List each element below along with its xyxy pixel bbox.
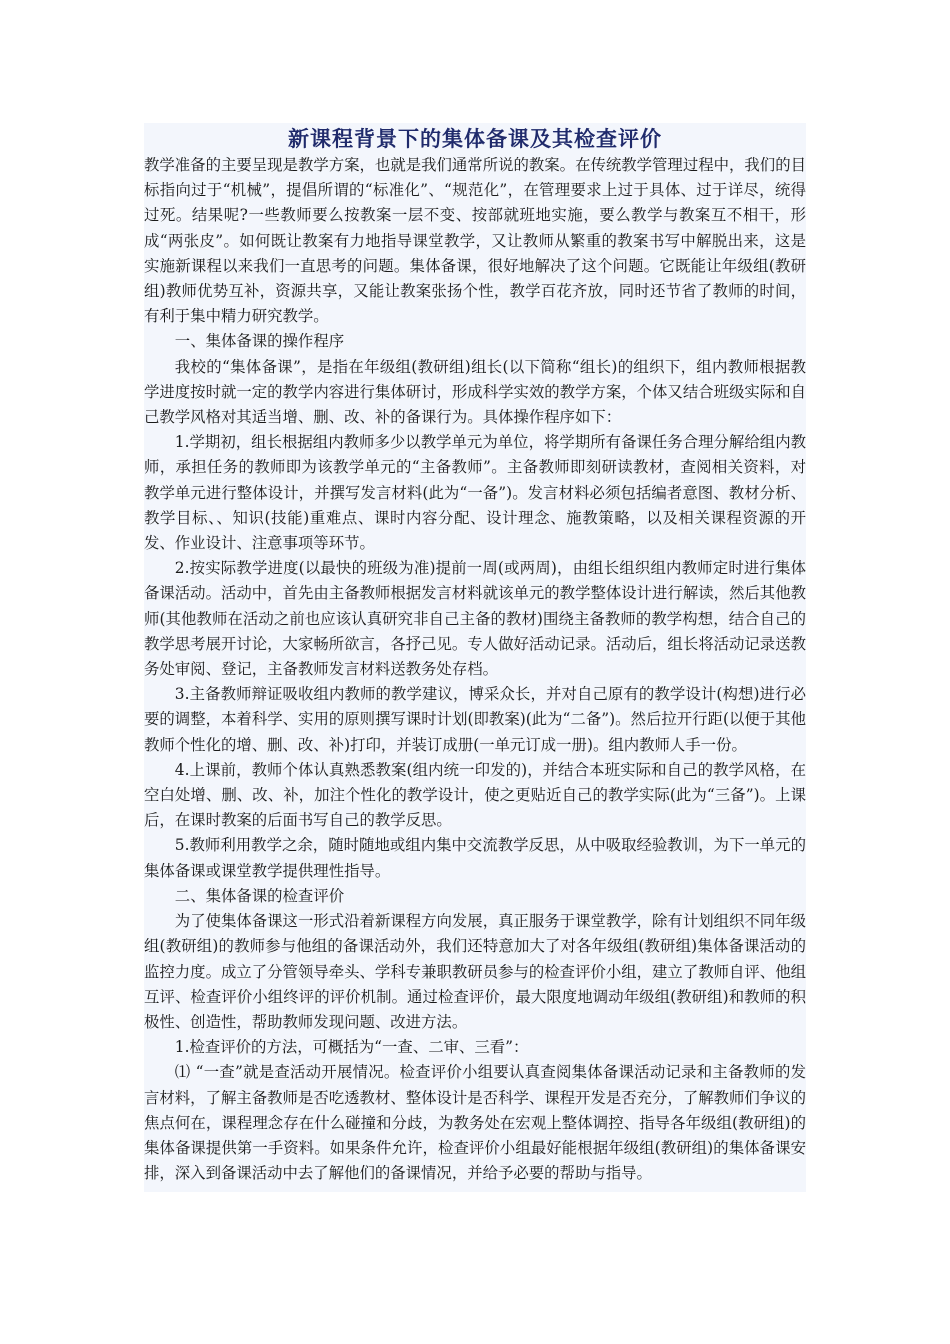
paragraph: 1.学期初，组长根据组内教师多少以教学单元为单位，将学期所有备课任务合理分解给组内教师，承担任务的教师即为该教学单元的“主备教师”。主备教师即刻研读教材，查阅相关资料，对教学单元进行整体设计，并撰写发言材料(此为“一备”)。发言材料必须包括编者意图、教材分析、教学目标、、知识(技能)重难点、课时内容分配、设计理念、施教策略，以及相关课程资源的开发、作业设计、注意事项等环节。: [144, 433, 806, 553]
paragraph-list: [144, 153, 806, 1192]
document-body: [144, 123, 806, 1192]
paragraph: 我校的“集体备课”，是指在年级组(教研组)组长(以下简称“组长)的组织下，组内教师根据教学进度按时就一定的教学内容进行集体研讨，形成科学实效的教学方案，个体又结合班级实际和自己教学风格对其适当增、删、改、补的备课行为。具体操作程序如下：: [144, 357, 806, 427]
paragraph: 5.教师利用教学之余，随时随地或组内集中交流教学反思，从中吸取经验教训，为下一单元的集体备课或课堂教学提供理性指导。: [144, 836, 806, 880]
paragraph: 2.按实际教学进度(以最快的班级为准)提前一周(或两周)，由组长组织组内教师定时进行集体备课活动。活动中，首先由主备教师根据发言材料就该单元的教学整体设计进行解读，然后其他教师(其他教师在活动之前也应该认真研究非自己主备的教材)围绕主备教师的教学构想，结合自己的教学思考展开讨论，大家畅所欲言，各抒己见。专人做好活动记录。活动后，组长将活动记录送教务处审阅、登记，主备教师发言材料送教务处存档。: [144, 559, 806, 679]
paragraph: 教学准备的主要呈现是教学方案，也就是我们通常所说的教案。在传统教学管理过程中，我们的目标指向过于“机械”，提倡所谓的“标准化”、“规范化”，在管理要求上过于具体、过于详尽，统得过死。结果呢?一些教师要么按教案一层不变、按部就班地实施，要么教学与教案互不相干，形成“两张皮”。如何既让教案有力地指导课堂教学，又让教师从繁重的教案书写中解脱出来，这是实施新课程以来我们一直思考的问题。集体备课，很好地解决了这个问题。它既能让年级组(教研组)教师优势互补，资源共享，又能让教案张扬个性，教学百花齐放，同时还节省了教师的时间，有利于集中精力研究教学。: [144, 156, 806, 326]
paragraph: ⑴ “一查”就是查活动开展情况。检查评价小组要认真查阅集体备课活动记录和主备教师的发言材料，了解主备教师是否吃透教材、整体设计是否科学、课程开发是否充分，了解教师们争议的焦点何在，课程理念存在什么碰撞和分歧，为教务处在宏观上整体调控、指导各年级组(教研组)的集体备课提供第一手资料。如果条件允许，检查评价小组最好能根据年级组(教研组)的集体备课安排，深入到备课活动中去了解他们的备课情况，并给予必要的帮助与指导。: [144, 1063, 806, 1183]
section-heading: 一、集体备课的操作程序: [174, 332, 345, 351]
document-title: 新课程背景下的集体备课及其检查评价: [288, 127, 662, 151]
paragraph: 4.上课前，教师个体认真熟悉教案(组内统一印发的)，并结合本班实际和自己的教学风格，在空白处增、删、改、补，加注个性化的教学设计，使之更贴近自己的教学实际(此为“三备”)。上课后，在课时教案的后面书写自己的教学反思。: [144, 760, 806, 830]
paragraph: 3.主备教师辩证吸收组内教师的教学建议，博采众长，并对自己原有的教学设计(构想)进行必要的调整，本着科学、实用的原则撰写课时计划(即教案)(此为“二备”)。然后拉开行距(以便于其他教师个性化的增、删、改、补)打印，并装订成册(一单元订成一册)。组内教师人手一份。: [144, 685, 806, 754]
section-heading: 二、集体备课的检查评价: [174, 886, 345, 905]
paragraph: 1.检查评价的方法，可概括为“一查、二审、三看”：: [174, 1038, 529, 1057]
paragraph: 为了使集体备课这一形式沿着新课程方向发展，真正服务于课堂教学，除有计划组织不同年级组(教研组)的教师参与他组的备课活动外，我们还特意加大了对各年级组(教研组)集体备课活动的监控力度。成立了分管领导牵头、学科专兼职教研员参与的检查评价小组，建立了教师自评、他组互评、检查评价小组终评的评价机制。通过检查评价，最大限度地调动年级组(教研组)和教师的积极性、创造性，帮助教师发现问题、改进方法。: [144, 912, 806, 1031]
